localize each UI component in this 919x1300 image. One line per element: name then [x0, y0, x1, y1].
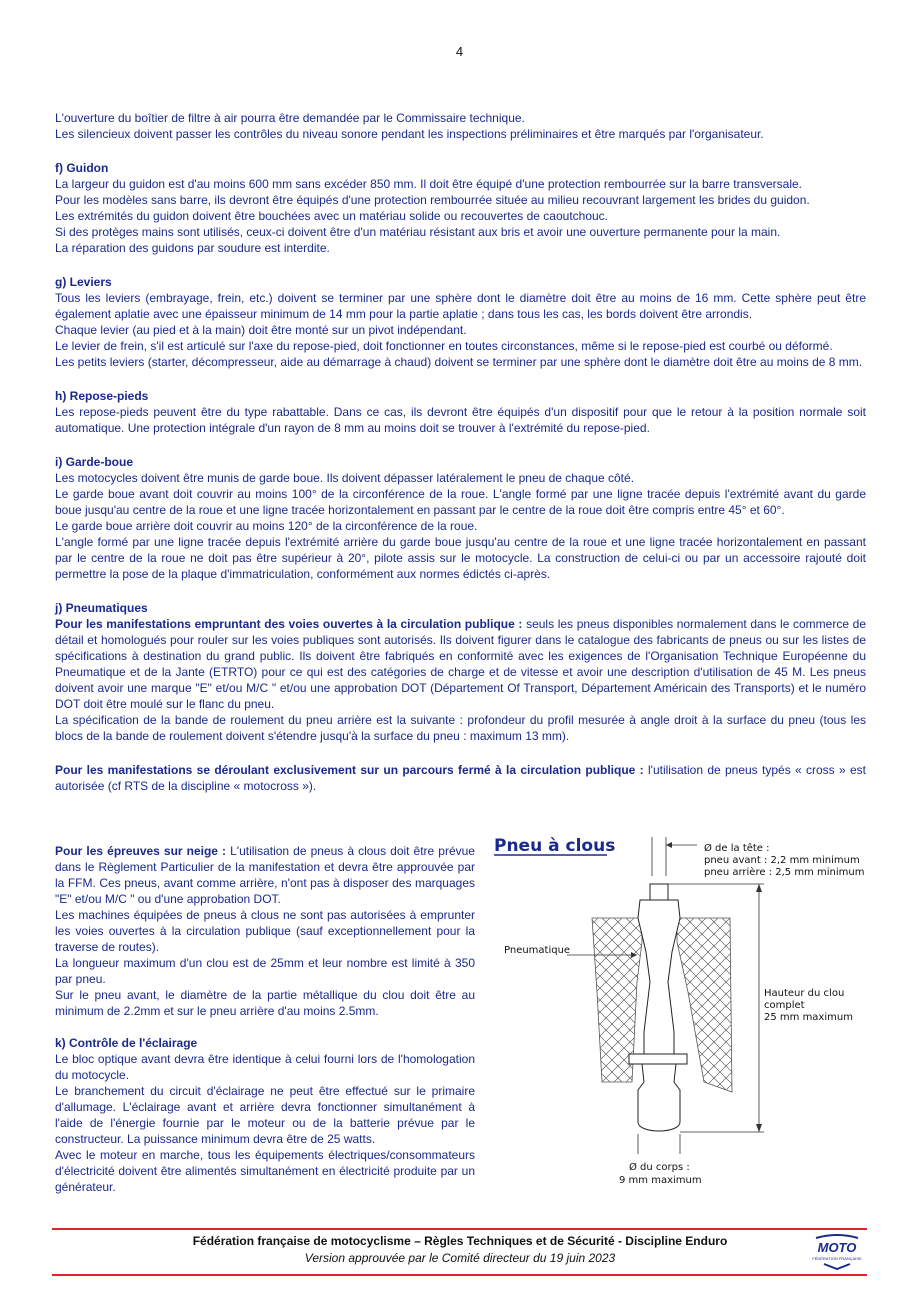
stud-tire-figure: [492, 832, 872, 1192]
height-label-value: 25 mm maximum: [764, 1012, 853, 1023]
bold-lead: Pour les épreuves sur neige :: [55, 844, 227, 858]
intro-paragraph: L'ouverture du boîtier de filtre à air pourra être demandée par le Commissaire technique.: [55, 111, 525, 125]
stud-base: [638, 1064, 680, 1131]
logo-subtext: FÉDÉRATION FRANÇAISE: [812, 1256, 862, 1261]
footer-title: Fédération française de motocyclisme – Règles Techniques et de Sécurité - Discipline Enduro: [192, 1234, 728, 1248]
tire-mesh-right: [677, 918, 732, 1092]
section-title: h) Repose-pieds: [55, 389, 149, 403]
stud-collar: [629, 1054, 687, 1064]
paragraph: Le garde boue arrière doit couvrir au moins 120° de la circonférence de la roue.: [55, 519, 478, 533]
paragraph-text: seuls les pneus disponibles normalement dans le commerce de détail et homologués pour rouler sur les voies publiques sont autorisés. Ils doivent figurer dans le catalogue des fabricants de pneus ou sur les listes de spécifications à destination du grand public. Ils doivent être fabriqués en conformité avec les exigences de l'Organisation Technique Européenne du Pneumatique et de la Jante (ETRTO) pour ce qui est des catégories de charge et de vitesse et avoir une description d'utilisation de 45 M. Les pneus doivent avoir une marque "E" et/ou M/C " et/ou une approbation DOT (Département Of Transport, Département Américain des Transports) et le numéro DOT doit être moulé sur le flanc du pneu.: [55, 617, 866, 711]
paragraph: Le bloc optique avant devra être identique à celui fourni lors de l'homologation du motocycle.: [55, 1052, 475, 1082]
section-eclairage: [55, 1035, 475, 1195]
paragraph: Le branchement du circuit d'éclairage ne peut être effectué sur le primaire d'allumage. L'éclairage avant et arrière devra fonctionner simultanément à l'aide de l'énergie fournie par le moteur ou de la batterie prévue par le constructeur. La puissance minimum devra être de 25 watts.: [55, 1084, 475, 1146]
paragraph: La spécification de la bande de roulement du pneu arrière est la suivante : profondeur du profil mesurée à angle droit à la surface du pneu (tous les blocs de la bande de roulement doivent s'étendre jusqu'à la surface du pneu : maximum 13 mm).: [55, 713, 866, 743]
paragraph: Avec le moteur en marche, tous les équipements électriques/consommateurs d'électricité doivent être alimentés simultanément en électricité produite par un générateur.: [55, 1148, 475, 1194]
section-repose-pieds: [55, 388, 866, 436]
paragraph: Les repose-pieds peuvent être du type rabattable. Dans ce cas, ils devront être équipés d'un dispositif pour que le retour à la position normale soit automatique. Une protection intégrale d'un rayon de 8 mm au moins doit se trouver à l'extrémité du repose-pied.: [55, 405, 866, 435]
head-label-title: Ø de la tête :: [704, 843, 770, 854]
height-label-sub: complet: [764, 1000, 805, 1011]
body-label-value: 9 mm maximum: [619, 1175, 702, 1186]
section-neige: [55, 843, 475, 1019]
arrowhead: [756, 884, 762, 892]
footer-rule-bottom: [52, 1274, 867, 1276]
paragraph: Pour les modèles sans barre, ils devront être équipés d'une protection rembourrée située au milieu recouvrant largement les brides du guidon.: [55, 193, 810, 207]
paragraph: La largeur du guidon est d'au moins 600 mm sans excéder 850 mm. Il doit être équipé d'une protection rembourrée sur la barre transversale.: [55, 177, 802, 191]
section-title: i) Garde-boue: [55, 455, 134, 469]
arrowhead: [756, 1124, 762, 1132]
page-number: 4: [455, 44, 464, 59]
stud-tip: [650, 884, 668, 900]
footer-rule-top: [52, 1228, 867, 1230]
head-label-front: pneu avant : 2,2 mm minimum: [704, 855, 860, 866]
bold-lead: Pour les manifestations se déroulant exclusivement sur un parcours fermé à la circulation publique :: [55, 763, 644, 777]
paragraph: Les petits leviers (starter, décompresseur, aide au démarrage à chaud) doivent se terminer par une sphère dont le diamètre doit être au moins de 8 mm.: [55, 355, 863, 369]
stud-body: [638, 900, 680, 1054]
paragraph-text: L'utilisation de pneus à clous doit être prévue dans le Règlement Particulier de la manifestation et devra être approuvée par la FFM. Ces pneus, avant comme arrière, n'ont pas à disposer des marquages "E" et/ou M/C " ou d'une approbation DOT.: [55, 844, 475, 906]
intro-section: [55, 110, 866, 142]
intro-paragraph: Les silencieux doivent passer les contrôles du niveau sonore pendant les inspections préliminaires et être marqués par l'organisateur.: [55, 127, 764, 141]
logo-text: MOTO: [817, 1240, 857, 1255]
paragraph: Les extrémités du guidon doivent être bouchées avec un matériau solide ou recouvertes de caoutchouc.: [55, 209, 609, 223]
paragraph: Le levier de frein, s'il est articulé sur l'axe du repose-pied, doit fonctionner en toutes circonstances, même si le repose-pied est courbé ou déformé.: [55, 339, 833, 353]
paragraph-text: l'utilisation de pneus typés « cross » est autorisée (cf RTS de la discipline « motocross »).: [55, 763, 867, 793]
ffm-logo-mark: [812, 1234, 862, 1270]
section-leviers: [55, 274, 866, 370]
paragraph: L'angle formé par une ligne tracée depuis l'extrémité arrière du garde boue jusqu'au centre de la roue et une ligne tracée horizontalement en passant par le centre de la roue ne doit pas être supérieur à 20°, pilote assis sur le motocycle. La construction de celui-ci ou par un accessoire rajouté doit permettre la pose de la plaque d'immatriculation, conformément aux normes édictés ci-après.: [55, 535, 866, 581]
figure-title: Pneu à clous: [494, 836, 616, 856]
paragraph: Si des protèges mains sont utilisés, ceux-ci doivent être d'un matériau résistant aux bris et avoir une ouverture permanente pour la main.: [55, 225, 781, 239]
paragraph: [55, 616, 866, 712]
tire-label: Pneumatique: [504, 945, 571, 956]
stud-diagram: [492, 832, 872, 1192]
main-content: [55, 110, 866, 812]
paragraph: La longueur maximum d'un clou est de 25mm et leur nombre est limité à 350 par pneu.: [55, 956, 475, 986]
section-garde-boue: [55, 454, 866, 582]
footer: [120, 1233, 800, 1267]
section-title: j) Pneumatiques: [55, 601, 148, 615]
paragraph: Les motocycles doivent être munis de garde boue. Ils doivent dépasser latéralement le pneu de chaque côté.: [55, 471, 635, 485]
section-title: k) Contrôle de l'éclairage: [55, 1036, 198, 1050]
paragraph: Chaque levier (au pied et à la main) doit être monté sur un pivot indépendant.: [55, 323, 467, 337]
body-label-title: Ø du corps :: [629, 1162, 690, 1173]
section-parcours-ferme: [55, 762, 866, 794]
footer-subtitle: Version approuvée par le Comité directeur du 19 juin 2023: [304, 1251, 616, 1265]
paragraph: Sur le pneu avant, le diamètre de la partie métallique du clou doit être au minimum de 2.2mm et sur le pneu arrière d'au moins 2.5mm.: [55, 988, 475, 1018]
section-pneumatiques: [55, 600, 866, 744]
paragraph: La réparation des guidons par soudure est interdite.: [55, 241, 330, 255]
bold-lead: Pour les manifestations empruntant des voies ouvertes à la circulation publique :: [55, 617, 523, 631]
height-label-title: Hauteur du clou: [764, 988, 845, 999]
arrowhead: [666, 842, 672, 848]
paragraph: Les machines équipées de pneus à clous ne sont pas autorisées à emprunter les voies ouvertes à la circulation publique (sauf exceptionnellement pour la traverse de routes).: [55, 908, 475, 954]
section-guidon: [55, 160, 866, 256]
ffm-logo: [812, 1234, 862, 1270]
left-column: [55, 843, 475, 1211]
paragraph: [55, 762, 866, 794]
paragraph: Tous les leviers (embrayage, frein, etc.) doivent se terminer par une sphère dont le diamètre doit être au moins de 16 mm. Cette sphère peut être également aplatie avec une épaisseur minimum de 14 mm pour la partie aplatie ; dans tous les cas, les bords doivent être arrondis.: [55, 291, 866, 321]
section-title: f) Guidon: [55, 161, 109, 175]
head-label-rear: pneu arrière : 2,5 mm minimum: [704, 867, 865, 878]
section-title: g) Leviers: [55, 275, 112, 289]
paragraph: [55, 843, 475, 907]
paragraph: Le garde boue avant doit couvrir au moins 100° de la circonférence de la roue. L'angle formé par une ligne tracée depuis l'extrémité avant du garde boue jusqu'au centre de la roue et une ligne tracée horizontalement en passant par le centre de la roue doit être compris entre 45° et 60°.: [55, 487, 866, 517]
